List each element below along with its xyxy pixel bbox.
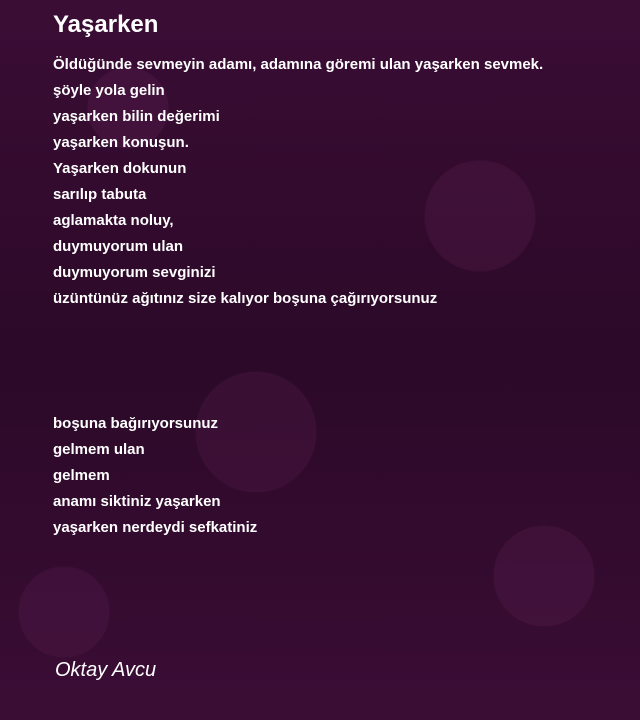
poem-line: şöyle yola gelin: [53, 82, 165, 99]
poem-line: duymuyorum sevginizi: [53, 264, 216, 281]
poem-line: aglamakta noluy,: [53, 212, 174, 229]
poem-line: duymuyorum ulan: [53, 238, 184, 255]
poem-line: Öldüğünde sevmeyin adamı, adamına göremi ulan yaşarken sevmek.: [53, 56, 544, 73]
poem-line: yaşarken konuşun.: [53, 134, 189, 151]
poem-line: gelmem: [53, 467, 110, 484]
poem-title: Yaşarken: [53, 11, 159, 38]
poem-line: gelmem ulan: [53, 441, 145, 458]
poem-line: üzüntünüz ağıtınız size kalıyor boşuna çağırıyorsunuz: [53, 290, 438, 307]
stanza-2: [53, 411, 257, 541]
poem-author: Oktay Avcu: [55, 659, 157, 681]
poem-line: boşuna bağırıyorsunuz: [53, 415, 219, 432]
poem-line: yaşarken bilin değerimi: [53, 108, 220, 125]
stanza-1: [53, 52, 543, 312]
poem-line: yaşarken nerdeydi sefkatiniz: [53, 519, 258, 536]
poem-line: Yaşarken dokunun: [53, 160, 187, 177]
poem-line: sarılıp tabuta: [53, 186, 147, 203]
poem-line: anamı siktiniz yaşarken: [53, 493, 221, 510]
